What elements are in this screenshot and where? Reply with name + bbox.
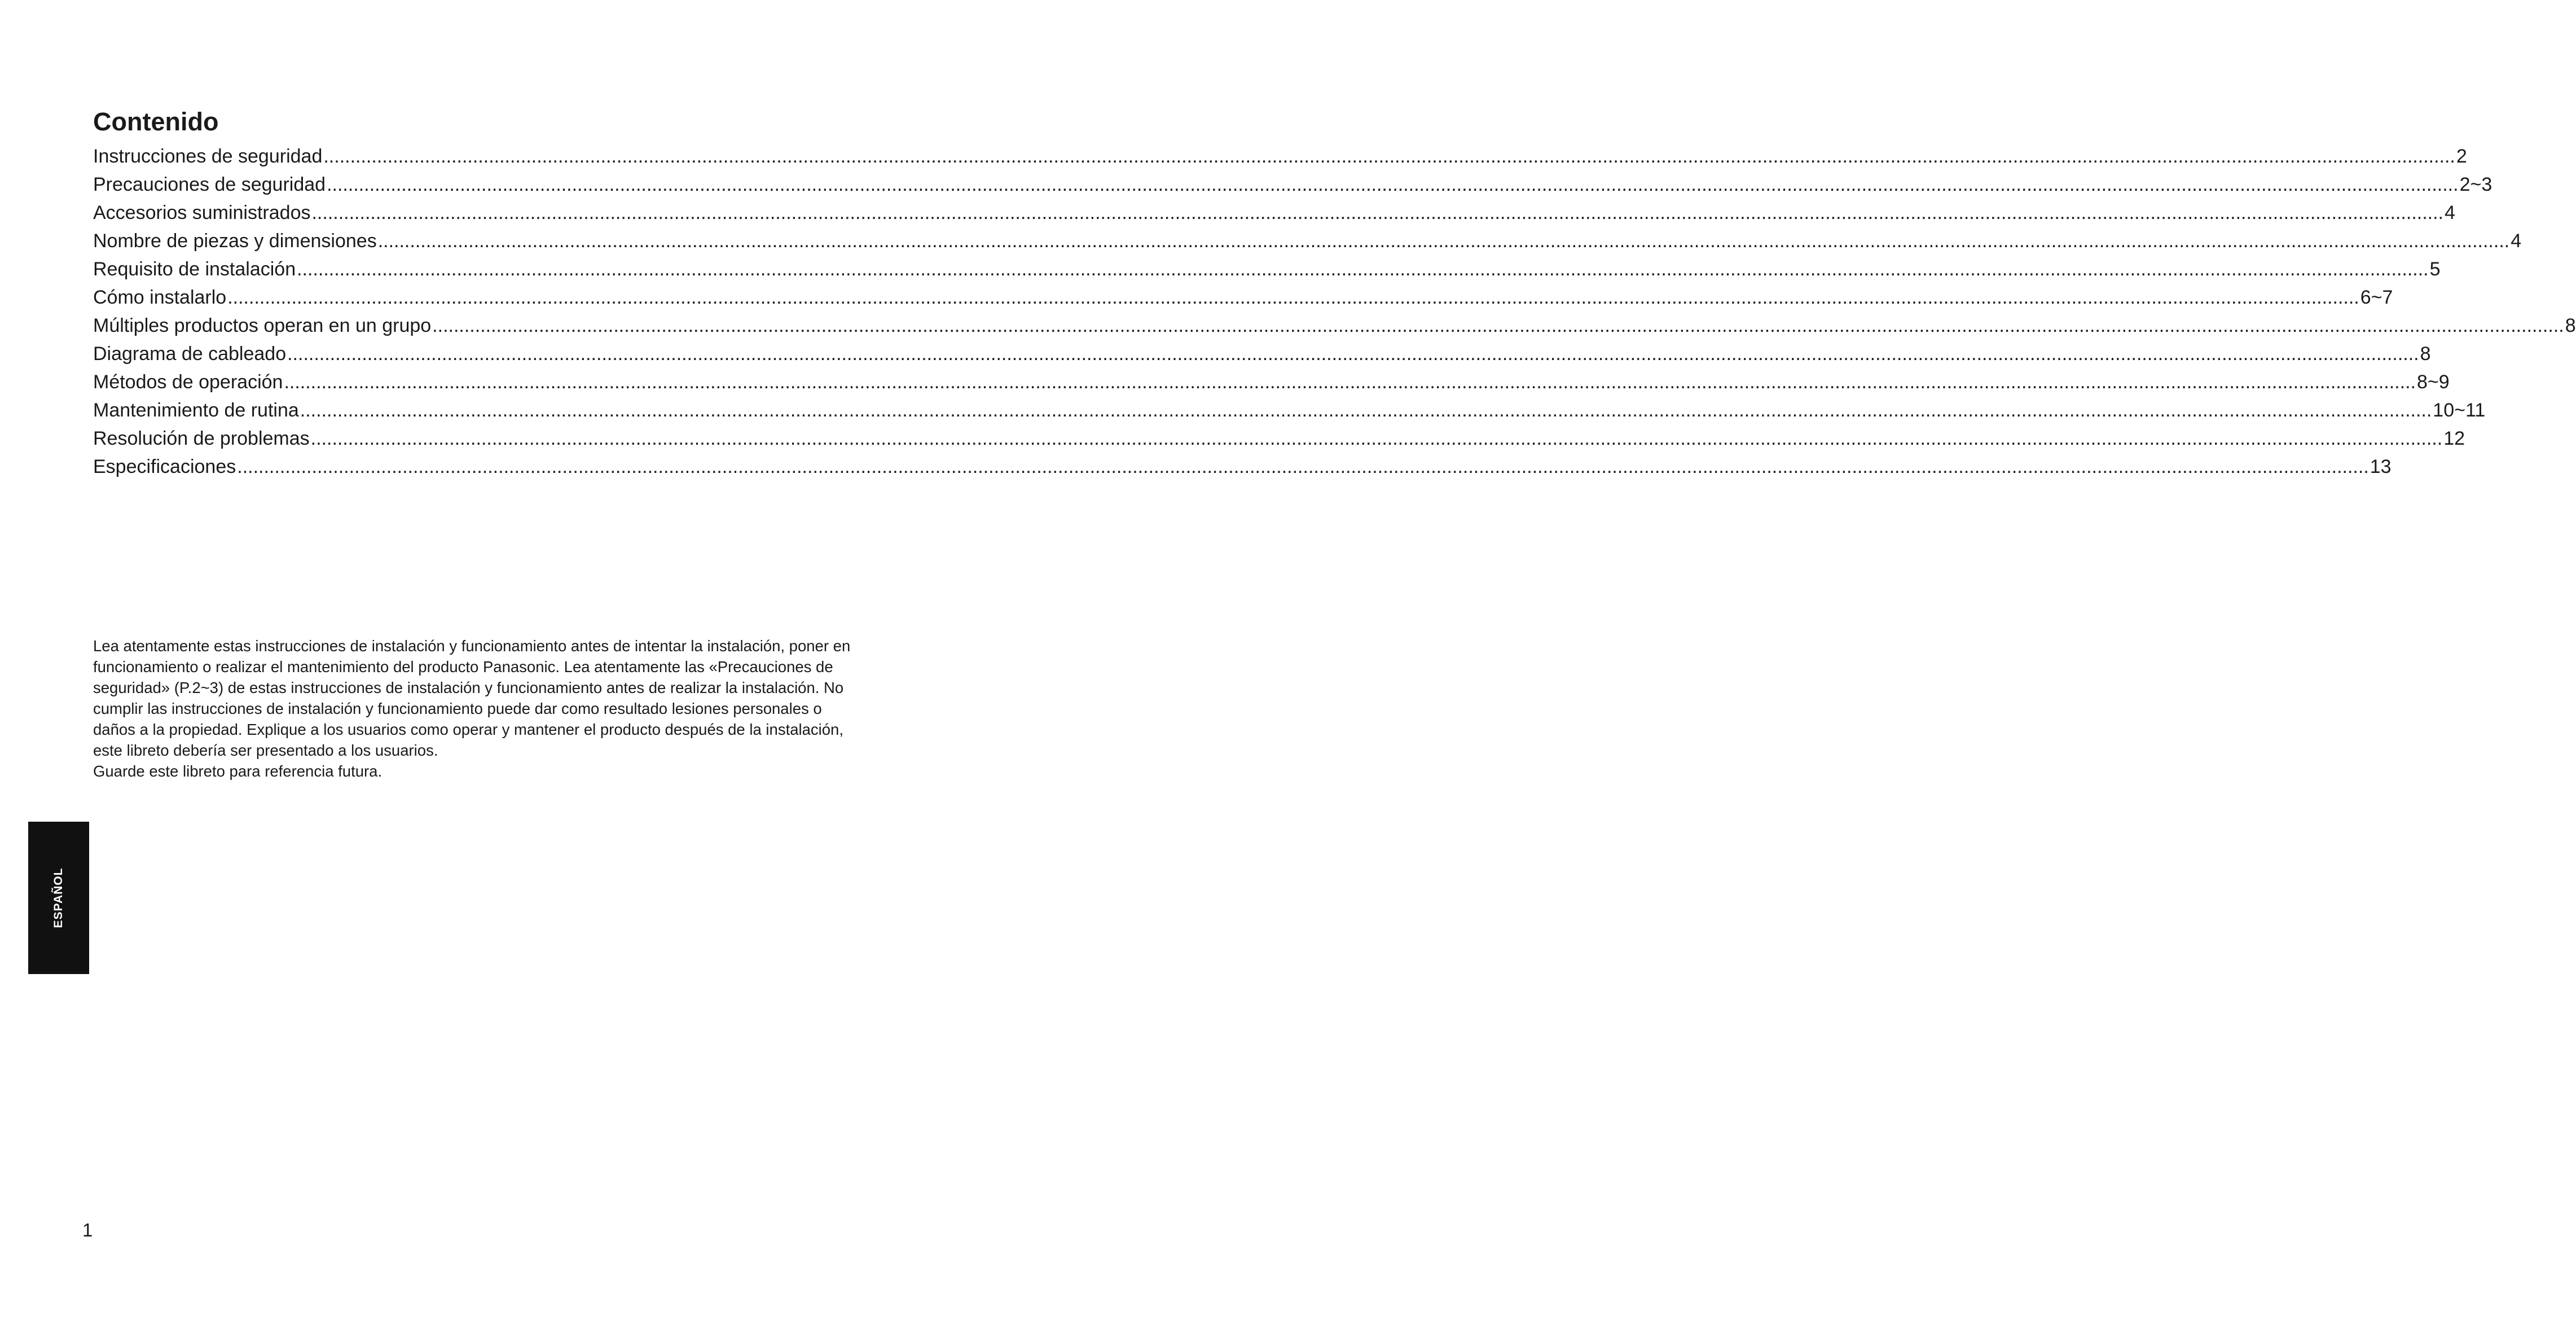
toc-dot-leader: ................................................................................................................................................................................................................................................................................................................................................................................................................ <box>311 202 2443 223</box>
page-number: 1 <box>82 1220 93 1240</box>
toc-entry[interactable] <box>93 255 2441 283</box>
toc-entry-label: Nombre de piezas y dimensiones <box>93 230 377 252</box>
toc-entry-page: 8~9 <box>2416 371 2450 393</box>
toc-entry[interactable] <box>93 453 2392 481</box>
toc-entry-label: Mantenimiento de rutina <box>93 400 299 421</box>
toc-dot-leader: ................................................................................................................................................................................................................................................................................................................................................................................................................ <box>237 456 2369 477</box>
toc-dot-leader: ................................................................................................................................................................................................................................................................................................................................................................................................................ <box>227 287 2359 308</box>
toc-entry-label: Especificaciones <box>93 456 236 477</box>
toc-entry-label: Métodos de operación <box>93 371 283 393</box>
toc-dot-leader: ................................................................................................................................................................................................................................................................................................................................................................................................................ <box>432 315 2564 336</box>
toc-dot-leader: ................................................................................................................................................................................................................................................................................................................................................................................................................ <box>377 230 2510 252</box>
toc-entry-page: 12 <box>2443 428 2465 449</box>
toc-entry-label: Precauciones de seguridad <box>93 174 326 195</box>
intro-note: Guarde este libreto para referencia futura. <box>93 762 383 780</box>
toc-dot-leader: ................................................................................................................................................................................................................................................................................................................................................................................................................ <box>287 343 2419 365</box>
toc-entry-page: 13 <box>2370 456 2392 477</box>
toc-entry-page: 2~3 <box>2459 174 2493 195</box>
table-of-contents <box>93 142 2576 481</box>
toc-entry-page: 8 <box>2420 343 2431 365</box>
toc-entry[interactable] <box>93 283 2393 312</box>
toc-dot-leader: ................................................................................................................................................................................................................................................................................................................................................................................................................ <box>327 174 2459 195</box>
toc-entry[interactable] <box>93 199 2455 227</box>
toc-entry-label: Instrucciones de seguridad <box>93 146 323 167</box>
toc-entry-label: Accesorios suministrados <box>93 202 311 223</box>
toc-entry-page: 8 <box>2565 315 2576 336</box>
toc-entry-label: Diagrama de cableado <box>93 343 287 365</box>
toc-entry-page: 4 <box>2511 230 2522 252</box>
toc-entry-page: 6~7 <box>2360 287 2393 308</box>
language-tab-label: ESPAÑOL <box>52 867 65 928</box>
toc-dot-leader: ................................................................................................................................................................................................................................................................................................................................................................................................................ <box>297 258 2429 280</box>
toc-dot-leader: ................................................................................................................................................................................................................................................................................................................................................................................................................ <box>300 400 2432 421</box>
toc-entry[interactable] <box>93 142 2467 170</box>
toc-title: Contenido <box>93 107 219 136</box>
toc-entry-page: 10~11 <box>2433 400 2486 421</box>
toc-dot-leader: ................................................................................................................................................................................................................................................................................................................................................................................................................ <box>284 371 2416 393</box>
toc-entry[interactable] <box>93 396 2486 424</box>
toc-entry[interactable] <box>93 368 2450 396</box>
intro-paragraph: Lea atentamente estas instrucciones de instalación y funcionamiento antes de intentar la instalación, poner en funcionamiento o realizar el mantenimiento del producto Panasonic. Lea atentamente las «Precauciones de seguridad» (P.2~3) de estas instrucciones de instalación y funcionamiento antes de realizar la instalación. No cumplir las instrucciones de instalación y funcionamiento puede dar como resultado lesiones personales o daños a la propiedad. Explique a los usuarios como operar y mantener el producto después de la instalación, este libreto debería ser presentado a los usuarios. <box>93 637 851 759</box>
toc-entry[interactable] <box>93 312 2576 340</box>
toc-entry-label: Múltiples productos operan en un grupo <box>93 315 432 336</box>
toc-entry-page: 5 <box>2429 258 2441 280</box>
toc-entry-label: Cómo instalarlo <box>93 287 227 308</box>
toc-dot-leader: ................................................................................................................................................................................................................................................................................................................................................................................................................ <box>323 146 2455 167</box>
toc-entry-page: 2 <box>2456 146 2467 167</box>
toc-entry-page: 4 <box>2445 202 2455 223</box>
intro-text <box>93 635 866 782</box>
toc-dot-leader: ................................................................................................................................................................................................................................................................................................................................................................................................................ <box>310 428 2443 449</box>
toc-entry[interactable] <box>93 227 2522 255</box>
toc-entry[interactable] <box>93 340 2431 368</box>
toc-entry-label: Resolución de problemas <box>93 428 310 449</box>
toc-entry[interactable] <box>93 424 2465 453</box>
toc-entry[interactable] <box>93 170 2493 199</box>
toc-entry-label: Requisito de instalación <box>93 258 296 280</box>
language-tab <box>28 822 89 974</box>
